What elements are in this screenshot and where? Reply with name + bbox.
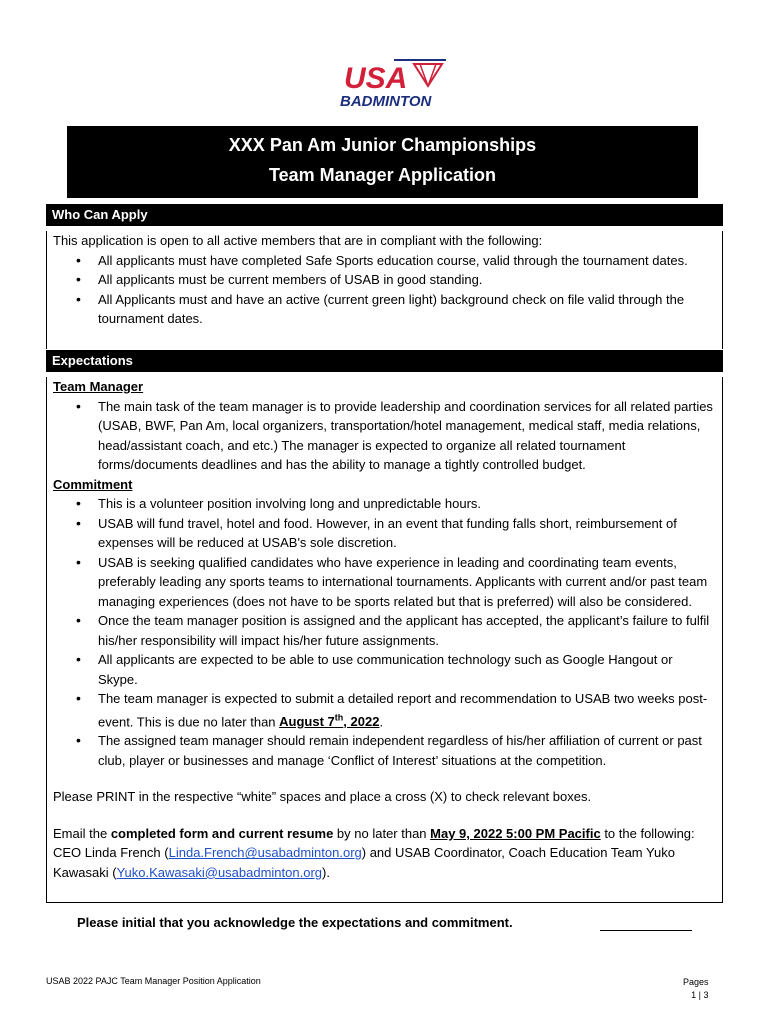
- logo-badminton-text: BADMINTON: [340, 93, 432, 110]
- list-item: • USAB will fund travel, hotel and food. However, in an event that funding falls short, reimbursement of expenses will be reduced at USAB's sole discretion.: [98, 514, 714, 553]
- list-item: • All applicants must have completed Safe Sports education course, valid through the tournament dates.: [98, 251, 714, 271]
- usab-logo: [336, 56, 456, 110]
- section-heading-expectations: Expectations: [46, 350, 723, 372]
- logo-usa-text: USA: [344, 62, 408, 95]
- page-subtitle: Team Manager Application: [268, 165, 497, 185]
- email-link-linda[interactable]: Linda.French@usabadminton.org: [168, 845, 362, 861]
- list-item: • The assigned team manager should remain independent regardless of his/her affiliation of current or past club, player or businesses and manage ‘Conflict of Interest’ situations at the competition.: [98, 731, 714, 770]
- list-item-report: • The team manager is expected to submit a detailed report and recommendation to USAB two weeks post-event. This is due no later than August 7th, 2022.: [98, 689, 714, 731]
- report-text: The team manager is expected to submit a detailed report and recommendation to USAB two weeks post-event. This is due no later than: [98, 691, 708, 729]
- list-item: • All applicants are expected to be able to use communication technology such as Google Hangout or Skype.: [98, 650, 714, 689]
- section-expectations-body: [46, 377, 723, 902]
- list-item: • Once the team manager position is assigned and the applicant has accepted, the applicant’s failure to fulfil his/her responsibility will impact his/her future assignments.: [98, 611, 714, 650]
- report-deadline: August 7th, 2022: [279, 712, 380, 729]
- list-item: • This is a volunteer position involving long and unpredictable hours.: [98, 494, 714, 514]
- who-list: [53, 251, 714, 329]
- list-item: • The main task of the team manager is to provide leadership and coordination services for all related parties (USAB, BWF, Pan Am, local organizers, transportation/hotel management, medical staff, media relations, head/assistant coach, and etc.) The manager is expected to organize all related tournament forms/documents deadlines and has the ability to manage a tightly controlled budget.: [98, 397, 714, 475]
- initial-field[interactable]: [600, 930, 692, 931]
- acknowledge-text: Please initial that you acknowledge the expectations and commitment.: [77, 915, 513, 930]
- pages-label: Pages: [683, 977, 709, 987]
- section-who-body: [46, 231, 723, 349]
- print-note: Please PRINT in the respective “white” spaces and place a cross (X) to check relevant boxes.: [53, 789, 592, 805]
- email-link-yuko[interactable]: Yuko.Kawasaki@usabadminton.org: [116, 864, 323, 880]
- footer-pages: [683, 976, 709, 1002]
- list-item: • All Applicants must and have an active (current green light) background check on file valid through the tournament dates.: [98, 290, 714, 329]
- team-manager-label: Team Manager: [53, 379, 144, 394]
- commitment-list: [53, 494, 714, 770]
- page-title-box: [67, 126, 698, 198]
- email-deadline: May 9, 2022 5:00 PM Pacific: [430, 825, 601, 841]
- section-bottom-border: [46, 902, 723, 903]
- pages-value: 1 | 3: [691, 990, 709, 1000]
- list-item: • USAB is seeking qualified candidates who have experience in leading and coordinating team events, preferably leading any sports teams to international tournaments. Applicants with current and/or past team managing experiences (does not have to be sports related but that is preferred) will also be considered.: [98, 553, 714, 612]
- team-manager-list: [53, 397, 714, 475]
- section-heading-who: Who Can Apply: [46, 204, 723, 226]
- who-intro: This application is open to all active members that are in compliant with the following:: [53, 233, 543, 248]
- list-item: • All applicants must be current members of USAB in good standing.: [98, 270, 714, 290]
- email-instructions: Email the completed form and current resume by no later than May 9, 2022 5:00 PM Pacific to the following: CEO Linda French (Linda.French@usabadminton.org) and USAB Coordinator, Coach Education Team Yuko Kawasaki (Yuko.Kawasaki@usabadminton.org).: [53, 825, 695, 880]
- commitment-label: Commitment: [53, 476, 133, 492]
- footer-doc-name: USAB 2022 PAJC Team Manager Position Application: [46, 976, 261, 986]
- page-title: XXX Pan Am Junior Championships: [228, 135, 537, 155]
